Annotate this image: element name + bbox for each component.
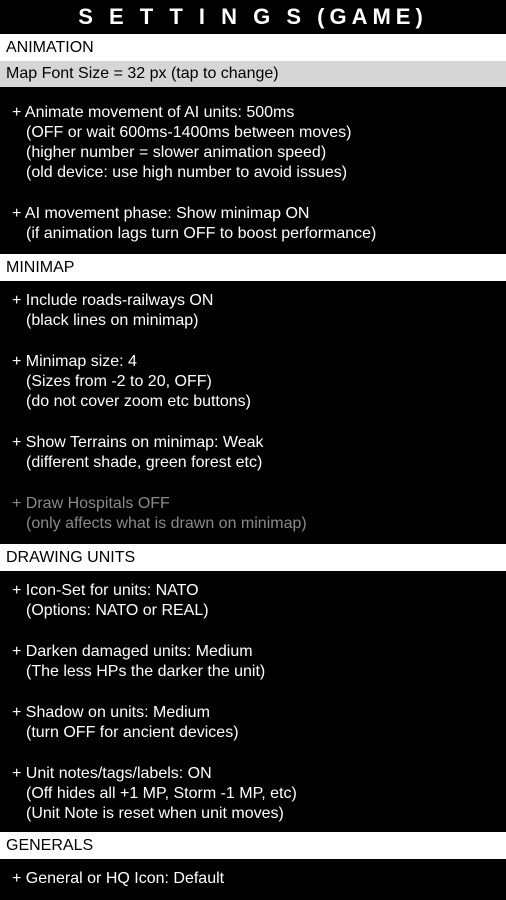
setting-label: + Shadow on units: Medium <box>12 704 210 721</box>
section-header-animation: ANIMATION <box>0 34 506 61</box>
setting-label: + AI movement phase: Show minimap ON <box>12 205 310 222</box>
section-header-generals: GENERALS <box>0 832 506 859</box>
setting-note: (OFF or wait 600ms-1400ms between moves) <box>26 124 352 141</box>
setting-icon-set[interactable] <box>0 581 506 621</box>
section-minimap <box>0 281 506 534</box>
setting-note: (Off hides all +1 MP, Storm -1 MP, etc) <box>26 785 297 802</box>
setting-animate-ai-movement[interactable] <box>0 103 506 183</box>
section-header-minimap: MINIMAP <box>0 254 506 281</box>
setting-note: (do not cover zoom etc buttons) <box>26 393 251 410</box>
setting-label: + Minimap size: 4 <box>12 353 137 370</box>
setting-note: (old device: use high number to avoid issues) <box>26 164 348 181</box>
setting-note: (only affects what is drawn on minimap) <box>26 515 307 532</box>
setting-draw-hospitals[interactable] <box>0 494 506 534</box>
setting-note: (black lines on minimap) <box>26 312 199 329</box>
setting-include-roads[interactable] <box>0 291 506 331</box>
setting-label: + Unit notes/tags/labels: ON <box>12 765 212 782</box>
setting-note: (if animation lags turn OFF to boost performance) <box>26 225 377 242</box>
setting-note: (higher number = slower animation speed) <box>26 144 327 161</box>
setting-label: + Draw Hospitals OFF <box>12 495 170 512</box>
setting-label: + Darken damaged units: Medium <box>12 643 253 660</box>
setting-shadow-units[interactable] <box>0 703 506 743</box>
setting-note: (Options: NATO or REAL) <box>26 602 209 619</box>
setting-show-terrains[interactable] <box>0 433 506 473</box>
setting-note: (different shade, green forest etc) <box>26 454 263 471</box>
section-animation <box>0 87 506 244</box>
setting-minimap-size[interactable] <box>0 352 506 412</box>
setting-label: + Show Terrains on minimap: Weak <box>12 434 264 451</box>
setting-note: (Sizes from -2 to 20, OFF) <box>26 373 212 390</box>
map-font-size-setting[interactable]: Map Font Size = 32 px (tap to change) <box>0 61 506 87</box>
setting-note: (The less HPs the darker the unit) <box>26 663 266 680</box>
setting-darken-damaged[interactable] <box>0 642 506 682</box>
setting-ai-movement-minimap[interactable] <box>0 204 506 244</box>
setting-label: + Icon-Set for units: NATO <box>12 582 199 599</box>
setting-note: (Unit Note is reset when unit moves) <box>26 805 284 822</box>
setting-label: + General or HQ Icon: Default <box>12 870 225 887</box>
section-header-drawing-units: DRAWING UNITS <box>0 544 506 571</box>
setting-label: + Animate movement of AI units: 500ms <box>12 104 295 121</box>
page-title: S E T T I N G S (GAME) <box>78 4 428 29</box>
setting-general-hq-icon[interactable] <box>0 869 506 889</box>
setting-unit-notes[interactable] <box>0 764 506 824</box>
setting-label: + Include roads-railways ON <box>12 292 214 309</box>
setting-note: (turn OFF for ancient devices) <box>26 724 239 741</box>
section-drawing-units <box>0 571 506 824</box>
section-generals <box>0 859 506 889</box>
